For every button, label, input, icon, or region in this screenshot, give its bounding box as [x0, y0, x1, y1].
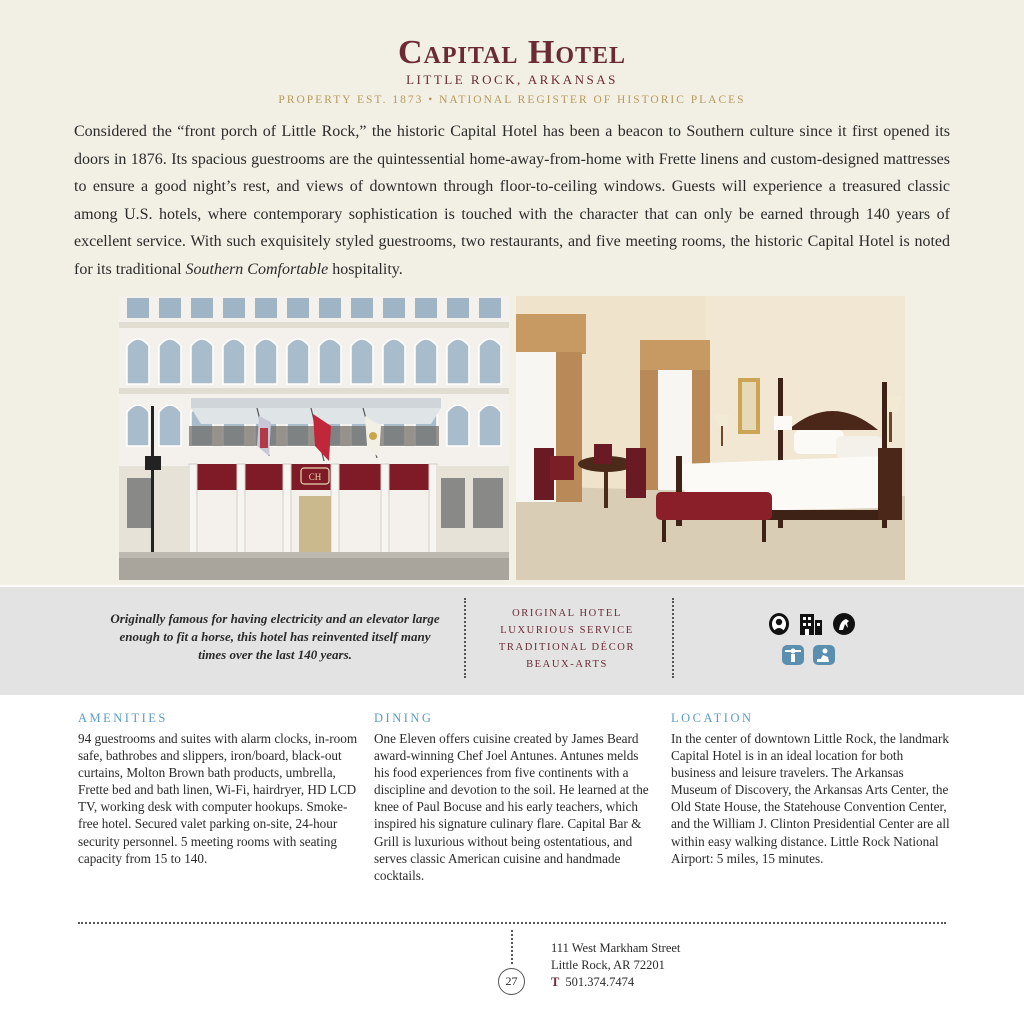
location-section — [671, 711, 951, 867]
intro-paragraph — [74, 118, 950, 283]
dining-section — [374, 711, 654, 884]
feature-item: TRADITIONAL DÉCOR — [498, 642, 636, 653]
address-block — [551, 940, 680, 991]
divider-left — [464, 598, 466, 678]
facade-window — [319, 298, 341, 318]
arched-window — [383, 339, 405, 384]
portrait-icon — [768, 612, 790, 640]
dining-text: One Eleven offers cuisine created by James Beard award-winning Chef Joel Antunes. Antunes melds his food experiences from five continents with a discipline and devotion to the soil. He learned at the knee of Paul Bocuse and his early teachers, which inspired his signature culinary flare. Capital Bar & Grill is luxurious without being ostentatious, and serves classic American cuisine and handmade cocktails. — [374, 731, 649, 883]
intro-emphasis: Southern Comfortable — [185, 260, 329, 278]
arched-window — [415, 339, 437, 384]
hotel-facade-photo — [119, 296, 509, 580]
arched-window — [191, 339, 213, 384]
feature-item: ORIGINAL HOTEL — [512, 608, 622, 619]
page-title: Capital Hotel — [397, 34, 627, 71]
arched-window — [127, 405, 149, 446]
arched-window — [479, 405, 501, 446]
feature-item: BEAUX-ARTS — [526, 659, 608, 670]
history-quote: Originally famous for having electricity and an elevator large enough to fit a horse, this hotel has reinvented itself many times over the last 140 years. — [110, 611, 440, 662]
icon-row-bottom — [782, 645, 835, 669]
facade-window — [223, 298, 245, 318]
amenities-text: 94 guestrooms and suites with alarm clocks, in-room safe, bathrobes and slippers, iron/board, black-out curtains, Molton Brown bath products, umbrella, Frette bed and bath linen, Wi-Fi, hairdryer, HD LCD TV, working desk with computer hookups. Smoke-free hotel. Secured valet parking on-site, 24-hour security personnel. 5 meeting rooms with seating capacity from 15 to 140. — [78, 731, 358, 866]
location-heading: LOCATION — [671, 711, 754, 725]
facade-window — [127, 298, 149, 318]
arched-window — [255, 339, 277, 384]
facade-window — [191, 298, 213, 318]
address-city: Little Rock, AR 72201 — [551, 958, 665, 972]
facade-window — [351, 298, 373, 318]
arched-window — [287, 339, 309, 384]
amenities-section — [78, 711, 358, 867]
facade-window — [159, 298, 181, 318]
facade-window — [479, 298, 501, 318]
arched-window — [351, 339, 373, 384]
phone-number: 501.374.7474 — [565, 975, 635, 989]
divider-right — [672, 598, 674, 678]
location-subtitle: LITTLE ROCK, ARKANSAS — [406, 72, 618, 87]
guestroom-photo — [516, 296, 905, 580]
guestroom-illustration — [516, 296, 905, 580]
facade-window — [287, 298, 309, 318]
arched-window — [319, 339, 341, 384]
horse-icon — [832, 612, 856, 640]
arched-window — [447, 405, 469, 446]
footer-vertical-divider — [511, 930, 513, 964]
arched-window — [159, 405, 181, 446]
building-icon — [799, 612, 823, 640]
facade-window — [255, 298, 277, 318]
footer-divider — [78, 922, 946, 924]
facade-window — [415, 298, 437, 318]
arched-window — [479, 339, 501, 384]
feature-item: LUXURIOUS SERVICE — [500, 625, 634, 636]
feature-list — [486, 605, 648, 673]
hotel-sign: CH — [308, 472, 322, 482]
phone-line — [551, 974, 680, 991]
page-number: 27 — [498, 968, 525, 995]
intro-text: Considered the “front porch of Little Rock,” the historic Capital Hotel has been a beacon to Southern culture since it first opened its doors in 1876. Its spacious guestrooms are the quintessential home-away-from-home with Frette linens and custom-designed mattresses to ensure a good night’s rest, and views of downtown through floor-to-ceiling windows. Guests will experience a treasured classic among U.S. hotels, where contemporary sophistication is touched with the character that can only be earned through 140 years of excellent service. With such exquisitely styled guestrooms, two restaurants, and five meeting rooms, the historic Capital Hotel is noted for its traditional — [74, 123, 950, 278]
hotel-facade-illustration — [119, 296, 509, 580]
address-street: 111 West Markham Street — [551, 941, 681, 955]
facade-window — [447, 298, 469, 318]
phone-label: T — [551, 975, 560, 989]
icon-row-top — [768, 612, 856, 640]
spa-icon — [813, 645, 835, 669]
arched-window — [159, 339, 181, 384]
established-line: PROPERTY EST. 1873 • NATIONAL REGISTER OF HISTORIC PLACES — [278, 94, 746, 106]
arched-window — [223, 339, 245, 384]
arched-window — [447, 339, 469, 384]
waiter-icon — [782, 645, 804, 669]
facade-window — [383, 298, 405, 318]
dining-heading: DINING — [374, 711, 434, 725]
location-text: In the center of downtown Little Rock, the landmark Capital Hotel is in an ideal location for both business and leisure travelers. The Arkansas Museum of Discovery, the Arkansas Arts Center, the Old State House, the Statehouse Convention Center, and the William J. Clinton Presidential Center are all within easy walking distance. Little Rock National Airport: 5 miles, 15 minutes. — [671, 731, 950, 866]
amenities-heading: AMENITIES — [78, 711, 168, 725]
arched-window — [127, 339, 149, 384]
intro-ending: hospitality. — [328, 260, 403, 278]
